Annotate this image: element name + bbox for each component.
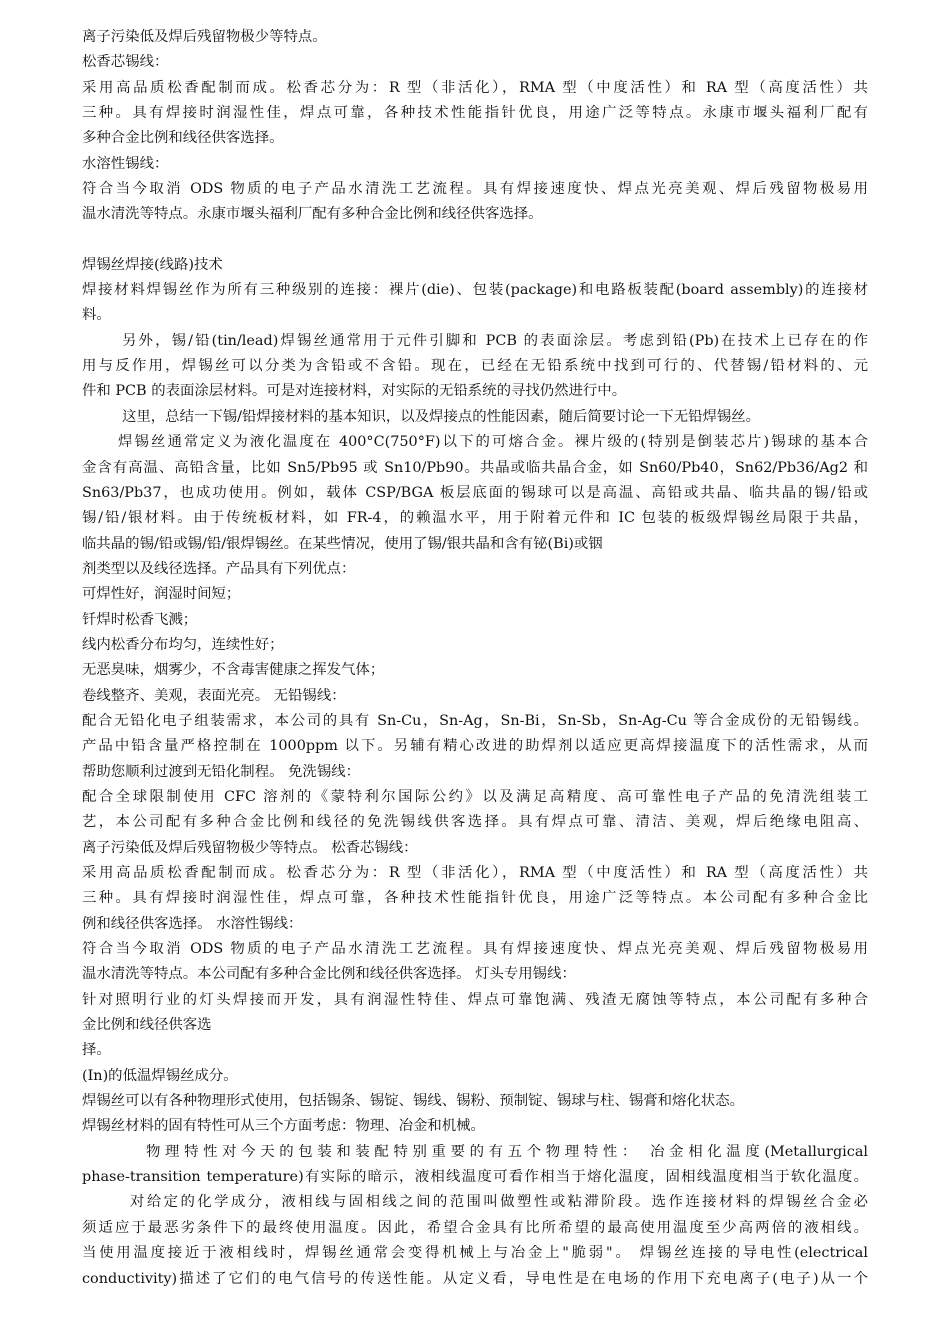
list-item: 无恶臭味，烟雾少，不含毒害健康之挥发气体；: [82, 662, 385, 679]
list-item: 钎焊时松香飞溅；: [82, 611, 198, 628]
text-line: 温水清洗等特点。永康市堰头福利厂配有多种合金比例和线径供客选择。: [82, 206, 543, 223]
text-line: 离子污染低及焊后残留物极少等特点。 松香芯锡线：: [82, 839, 418, 856]
text-line: 产品中铅含量严格控制在 1000ppm 以下。另辅有精心改进的助焊剂以适应更高焊接温度下的活性需求，从而: [82, 738, 868, 755]
text-line: 件和 PCB 的表面涂层材料。可是对连接材料，对实际的无铅系统的寻找仍然进行中。: [82, 383, 627, 400]
section-heading: 水溶性锡线：: [82, 155, 169, 172]
text-line: 另外，锡/铅(tin/lead)焊锡丝通常用于元件引脚和 PCB 的表面涂层。考虑到铅(Pb)在技术上已存在的作: [122, 332, 868, 349]
text-line: 焊锡丝可以有各种物理形式使用，包括锡条、锡锭、锡线、锡粉、预制锭、锡球与柱、锡膏和熔化状态。: [82, 1093, 744, 1110]
text-line: 针对照明行业的灯头焊接而开发，具有润湿性特佳、焊点可靠饱满、残渣无腐蚀等特点，本公司配有多种合: [82, 991, 868, 1008]
text-line: 三种。具有焊接时润湿性佳，焊点可靠，各种技术性能指针优良，用途广泛等特点。本公司配有多种合金比: [82, 890, 868, 907]
text-line: 剂类型以及线径选择。产品具有下列优点：: [82, 560, 356, 577]
text-line: 符合当今取消 ODS 物质的电子产品水清洗工艺流程。具有焊接速度快、焊点光亮美观、焊后残留物极易用: [82, 941, 868, 958]
text-line: 采用高品质松香配制而成。松香芯分为：R 型（非活化），RMA 型（中度活性）和 RA 型（高度活性）共: [82, 865, 868, 881]
text-line: 金比例和线径供客选: [82, 1017, 212, 1034]
text-line: 用与反作用，焊锡丝可以分类为含铅或不含铅。现在，已经在无铅系统中找到可行的、代替锡/铅材料的、元: [82, 358, 868, 375]
text-line: 金含有高温、高铅含量，比如 Sn5/Pb95 或 Sn10/Pb90。共晶或临共晶合金，如 Sn60/Pb40，Sn62/Pb36/Ag2 和: [82, 459, 868, 476]
text-line: 配合无铅化电子组装需求，本公司的具有 Sn-Cu，Sn-Ag，Sn-Bi，Sn-Sb，Sn-Ag-Cu 等合金成份的无铅锡线。: [82, 712, 868, 729]
list-item: 可焊性好，润湿时间短；: [82, 586, 241, 603]
section-title: 焊锡丝焊接(线路)技术: [82, 256, 223, 273]
text-line: 艺，本公司配有多种合金比例和线径的免洗锡线供客选择。具有焊点可靠、清洁、美观，焊后绝缘电阻高、: [82, 814, 868, 831]
text-line: 物理特性对今天的包装和装配特别重要的有五个物理特性： 冶金相化温度(Metallurgical: [146, 1143, 868, 1160]
text-line: 当使用温度接近于液相线时，焊锡丝通常会变得机械上与冶金上"脆弱"。 焊锡丝连接的导电性(electrical: [82, 1245, 868, 1262]
text-line: 帮助您顺利过渡到无铅化制程。 免洗锡线：: [82, 763, 360, 780]
text-line: 温水清洗等特点。本公司配有多种合金比例和线径供客选择。 灯头专用锡线：: [82, 966, 576, 983]
text-line: 三种。具有焊接时润湿性佳，焊点可靠，各种技术性能指针优良，用途广泛等特点。永康市堰头福利厂配有: [82, 105, 868, 122]
blank-line: [82, 228, 868, 253]
text-line: 对给定的化学成分，液相线与固相线之间的范围叫做塑性或粘滞阶段。选作连接材料的焊锡丝合金必: [130, 1194, 868, 1211]
text-line: 例和线径供客选择。 水溶性锡线：: [82, 915, 303, 932]
text-line: 临共晶的锡/铅或锡/铅/银焊锡丝。在某些情况，使用了锡/银共晶和含有铋(Bi)或铟: [82, 535, 603, 552]
text-line: 焊锡丝通常定义为液化温度在 400°C(750°F)以下的可熔合金。裸片级的(特别是倒装芯片)锡球的基本合: [118, 434, 868, 451]
text-line: 离子污染低及焊后残留物极少等特点。: [82, 29, 327, 45]
text-line: 焊接材料焊锡丝作为所有三种级别的连接：裸片(die)、包装(package)和电路板装配(board assembly)的连接材: [82, 282, 868, 299]
text-line: 多种合金比例和线径供客选择。: [82, 130, 284, 147]
text-line: phase-transition temperature)有实际的暗示，液相线温度可看作相当于熔化温度，固相线温度相当于软化温度。: [82, 1169, 868, 1186]
text-line: conductivity)描述了它们的电气信号的传送性能。从定义看，导电性是在电场的作用下充电离子(电子)从一个: [82, 1270, 868, 1287]
text-line: 采用高品质松香配制而成。松香芯分为：R 型（非活化），RMA 型（中度活性）和 RA 型（高度活性）共: [82, 79, 868, 96]
text-line: 配合全球限制使用 CFC 溶剂的《蒙特利尔国际公约》以及满足高精度、高可靠性电子产品的免清洗组装工: [82, 788, 868, 805]
text-line: Sn63/Pb37，也成功使用。例如，载体 CSP/BGA 板层底面的锡球可以是高温、高铅或共晶、临共晶的锡/铅或: [82, 484, 868, 501]
text-line: 焊锡丝材料的固有特性可从三个方面考虑：物理、冶金和机械。: [82, 1118, 485, 1135]
section-heading: 松香芯锡线：: [82, 54, 169, 71]
text-line: (In)的低温焊锡丝成分。: [82, 1067, 238, 1084]
text-line: 择。: [82, 1042, 111, 1059]
text-line: 锡/铅/银材料。由于传统板材料，如 FR-4，的赖温水平，用于附着元件和 IC 包装的板级焊锡丝局限于共晶，: [82, 510, 868, 527]
list-item: 线内松香分布均匀，连续性好；: [82, 636, 284, 653]
text-line: 料。: [82, 307, 111, 324]
text-line: 符合当今取消 ODS 物质的电子产品水清洗工艺流程。具有焊接速度快、焊点光亮美观、焊后残留物极易用: [82, 181, 868, 198]
list-item: 卷线整齐、美观，表面光亮。 无铅锡线：: [82, 687, 346, 704]
text-line: 这里，总结一下锡/铅焊接材料的基本知识，以及焊接点的性能因素，随后简要讨论一下无铅焊锡丝。: [122, 408, 761, 425]
text-line: 须适应于最恶劣条件下的最终使用温度。因此，希望合金具有比所希望的最高使用温度至少高两倍的液相线。: [82, 1219, 868, 1236]
